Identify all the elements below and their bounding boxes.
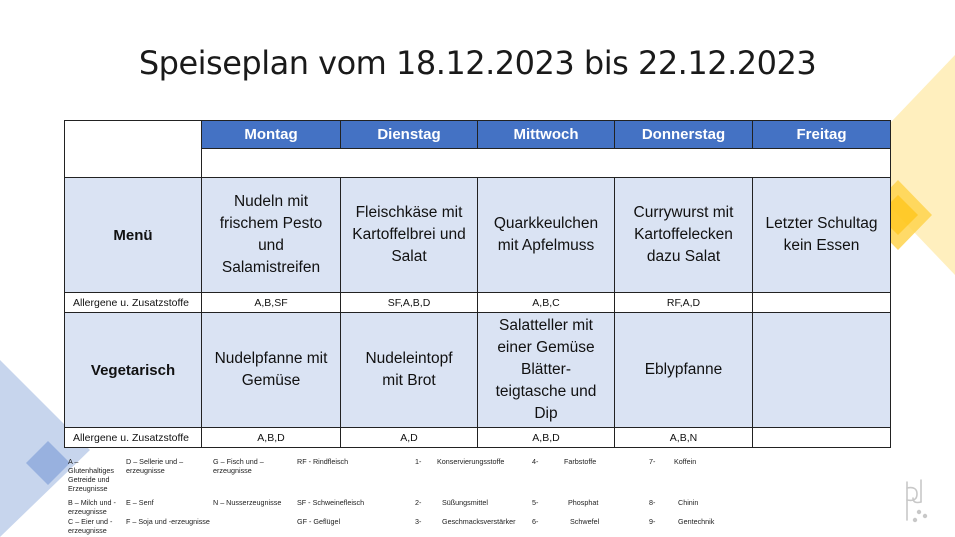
legend-item: Koffein [674,457,697,466]
meal-text: Nudeln mit frischem Pesto und Salamistreifen [219,193,323,276]
meal-cell-veg-friday [753,313,891,428]
menu-row [65,178,891,293]
allergen-cell: RF,A,D [615,293,753,313]
meal-text: Salatteller mit einer Gemüse Blätter-teigtasche und Dip [495,317,597,422]
day-header-thursday: Donnerstag [615,121,753,149]
allergen-cell: A,B,SF [202,293,341,313]
meal-cell-menu-thursday [615,178,753,293]
day-header-tuesday: Dienstag [341,121,478,149]
meal-text: Fleischkäse mit Kartoffelbrei und Salat [352,204,466,265]
allergen-row-menu [65,293,891,313]
allergen-label: Allergene u. Zusatzstoffe [65,428,202,448]
legend-number: 2- [415,498,422,507]
menu-plan-table [64,120,891,448]
legend-item: N – Nusserzeugnisse [213,498,282,507]
legend-item: SF - Schweinefleisch [297,498,365,507]
day-header-friday: Freitag [753,121,891,149]
legend-item: A – Glutenhaltiges Getreide und Erzeugnisse [68,457,114,493]
day-header-wednesday: Mittwoch [478,121,615,149]
meal-text: Currywurst mit Kartoffelecken dazu Salat [633,204,734,265]
legend-item: Farbstoffe [564,457,597,466]
meal-cell-veg-monday [202,313,341,428]
day-header-row [65,121,891,149]
legend-item: F – Soja und -erzeugnisse [126,517,210,526]
legend-item: C – Eier und -erzeugnisse [68,517,113,535]
legend-item: Gentechnik [678,517,715,526]
allergen-cell [753,293,891,313]
legend-item: E – Senf [126,498,154,507]
legend-number: 8- [649,498,656,507]
meal-text: Quarkkeulchen mit Apfelmuss [493,215,599,254]
page-title: Speiseplan vom 18.12.2023 bis 22.12.2023 [138,44,817,82]
day-header-monday: Montag [202,121,341,149]
row-label-menu: Menü [65,178,202,293]
legend-item: D – Sellerie und –erzeugnisse [126,457,184,475]
meal-cell-veg-thursday [615,313,753,428]
meal-text: Nudelpfanne mit Gemüse [214,350,328,389]
legend-number: 4- [532,457,539,466]
legend-item: Schwefel [570,517,600,526]
table-corner [65,121,202,178]
allergen-cell: A,B,D [478,428,615,448]
legend-item: GF - Geflügel [297,517,341,526]
row-label-vegetarian: Vegetarisch [65,313,202,428]
legend-item: B – Milch und -erzeugnisse [68,498,116,516]
vegetarian-row [65,313,891,428]
blank-cell [202,149,891,178]
allergen-cell: A,B,N [615,428,753,448]
legend-item: Konservierungsstoffe [437,457,505,466]
meal-cell-menu-monday [202,178,341,293]
legend-item: G – Fisch und –erzeugnisse [213,457,264,475]
legend-item: Phosphat [568,498,599,507]
legend-item: Geschmacksverstärker [442,517,516,526]
allergen-cell: A,B,C [478,293,615,313]
meal-cell-menu-wednesday [478,178,615,293]
legend-item: RF - Rindfleisch [297,457,349,466]
legend-number: 3- [415,517,422,526]
meal-cell-veg-wednesday [478,313,615,428]
legend-number: 1- [415,457,422,466]
allergen-cell: A,B,D [202,428,341,448]
legend-number: 9- [649,517,656,526]
logo-icon [901,478,931,526]
allergen-row-vegetarian [65,428,891,448]
allergen-label: Allergene u. Zusatzstoffe [65,293,202,313]
allergen-cell: A,D [341,428,478,448]
meal-text: Letzter Schultag kein Essen [765,215,878,254]
meal-text: Nudeleintopf mit Brot [365,350,453,389]
meal-cell-menu-tuesday [341,178,478,293]
allergen-legend [68,457,768,537]
meal-text: Eblypfanne [644,361,723,378]
legend-number: 7- [649,457,656,466]
allergen-cell [753,428,891,448]
allergen-cell: SF,A,B,D [341,293,478,313]
legend-number: 5- [532,498,539,507]
meal-cell-veg-tuesday [341,313,478,428]
legend-item: Süßungsmittel [442,498,488,507]
meal-cell-menu-friday [753,178,891,293]
legend-item: Chinin [678,498,699,507]
legend-number: 6- [532,517,539,526]
